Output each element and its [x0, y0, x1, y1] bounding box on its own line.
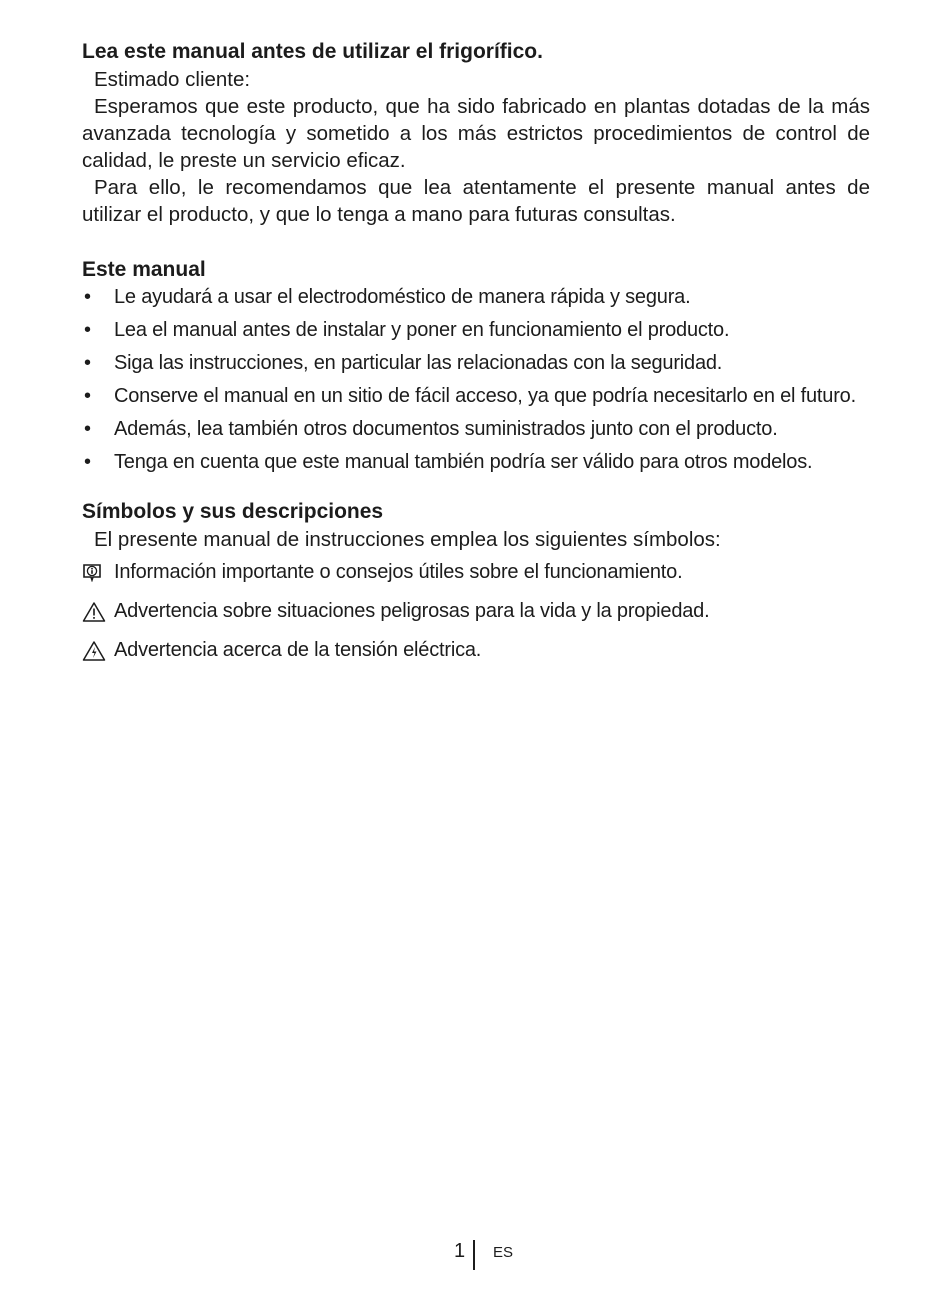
- page-title: Lea este manual antes de utilizar el frigorífico.: [82, 40, 543, 63]
- list-item-text: Lea el manual antes de instalar y poner en funcionamiento el producto.: [114, 319, 730, 341]
- section-heading-symbols: Símbolos y sus descripciones: [82, 500, 384, 523]
- list-item: [82, 449, 870, 476]
- manual-bullet-list: [82, 284, 870, 476]
- list-item: [82, 284, 870, 311]
- symbols-intro: El presente manual de instrucciones emplea los siguientes símbolos:: [94, 528, 721, 551]
- list-item-text: Le ayudará a usar el electrodoméstico de manera rápida y segura.: [114, 286, 691, 308]
- warning-icon: [82, 601, 106, 623]
- symbol-description: Información importante o consejos útiles sobre el funcionamiento.: [114, 561, 683, 583]
- greeting: Estimado cliente:: [94, 68, 251, 91]
- list-item-text: Conserve el manual en un sitio de fácil acceso, ya que podría necesitarlo en el futuro.: [114, 385, 856, 407]
- page-footer: [0, 1238, 950, 1274]
- bullet-icon: •: [84, 451, 91, 473]
- page-number: 1: [454, 1240, 466, 1262]
- symbol-description: Advertencia sobre situaciones peligrosas para la vida y la propiedad.: [114, 600, 710, 622]
- intro-paragraph-1: Esperamos que este producto, que ha sido fabricado en plantas dotadas de la más avanzada tecnología y sometido a los más estrictos procedimientos de control de calidad, le preste un servicio eficaz.: [82, 95, 870, 172]
- info-icon: [82, 562, 102, 582]
- symbol-item-info: [82, 559, 870, 586]
- bullet-icon: •: [84, 418, 91, 440]
- list-item-text: Además, lea también otros documentos suministrados junto con el producto.: [114, 418, 778, 440]
- bullet-icon: •: [84, 319, 91, 341]
- language-code: ES: [493, 1244, 514, 1261]
- list-item: [82, 350, 870, 377]
- manual-page: [82, 38, 870, 676]
- bullet-icon: •: [84, 385, 91, 407]
- list-item: [82, 383, 870, 410]
- symbol-item-warning: [82, 598, 870, 625]
- bullet-icon: •: [84, 286, 91, 308]
- bullet-icon: •: [84, 352, 91, 374]
- symbol-item-electric-warning: [82, 637, 870, 664]
- list-item-text: Siga las instrucciones, en particular las relacionadas con la seguridad.: [114, 352, 723, 374]
- footer-divider: [473, 1240, 475, 1270]
- symbols-list: [82, 559, 870, 664]
- section-heading-manual: Este manual: [82, 258, 206, 281]
- electric-warning-icon: [82, 640, 106, 662]
- list-item-text: Tenga en cuenta que este manual también podría ser válido para otros modelos.: [114, 451, 813, 473]
- symbol-description: Advertencia acerca de la tensión eléctrica.: [114, 639, 482, 661]
- list-item: [82, 416, 870, 443]
- intro-paragraph-2: Para ello, le recomendamos que lea atentamente el presente manual antes de utilizar el producto, y que lo tenga a mano para futuras consultas.: [82, 176, 870, 226]
- list-item: [82, 317, 870, 344]
